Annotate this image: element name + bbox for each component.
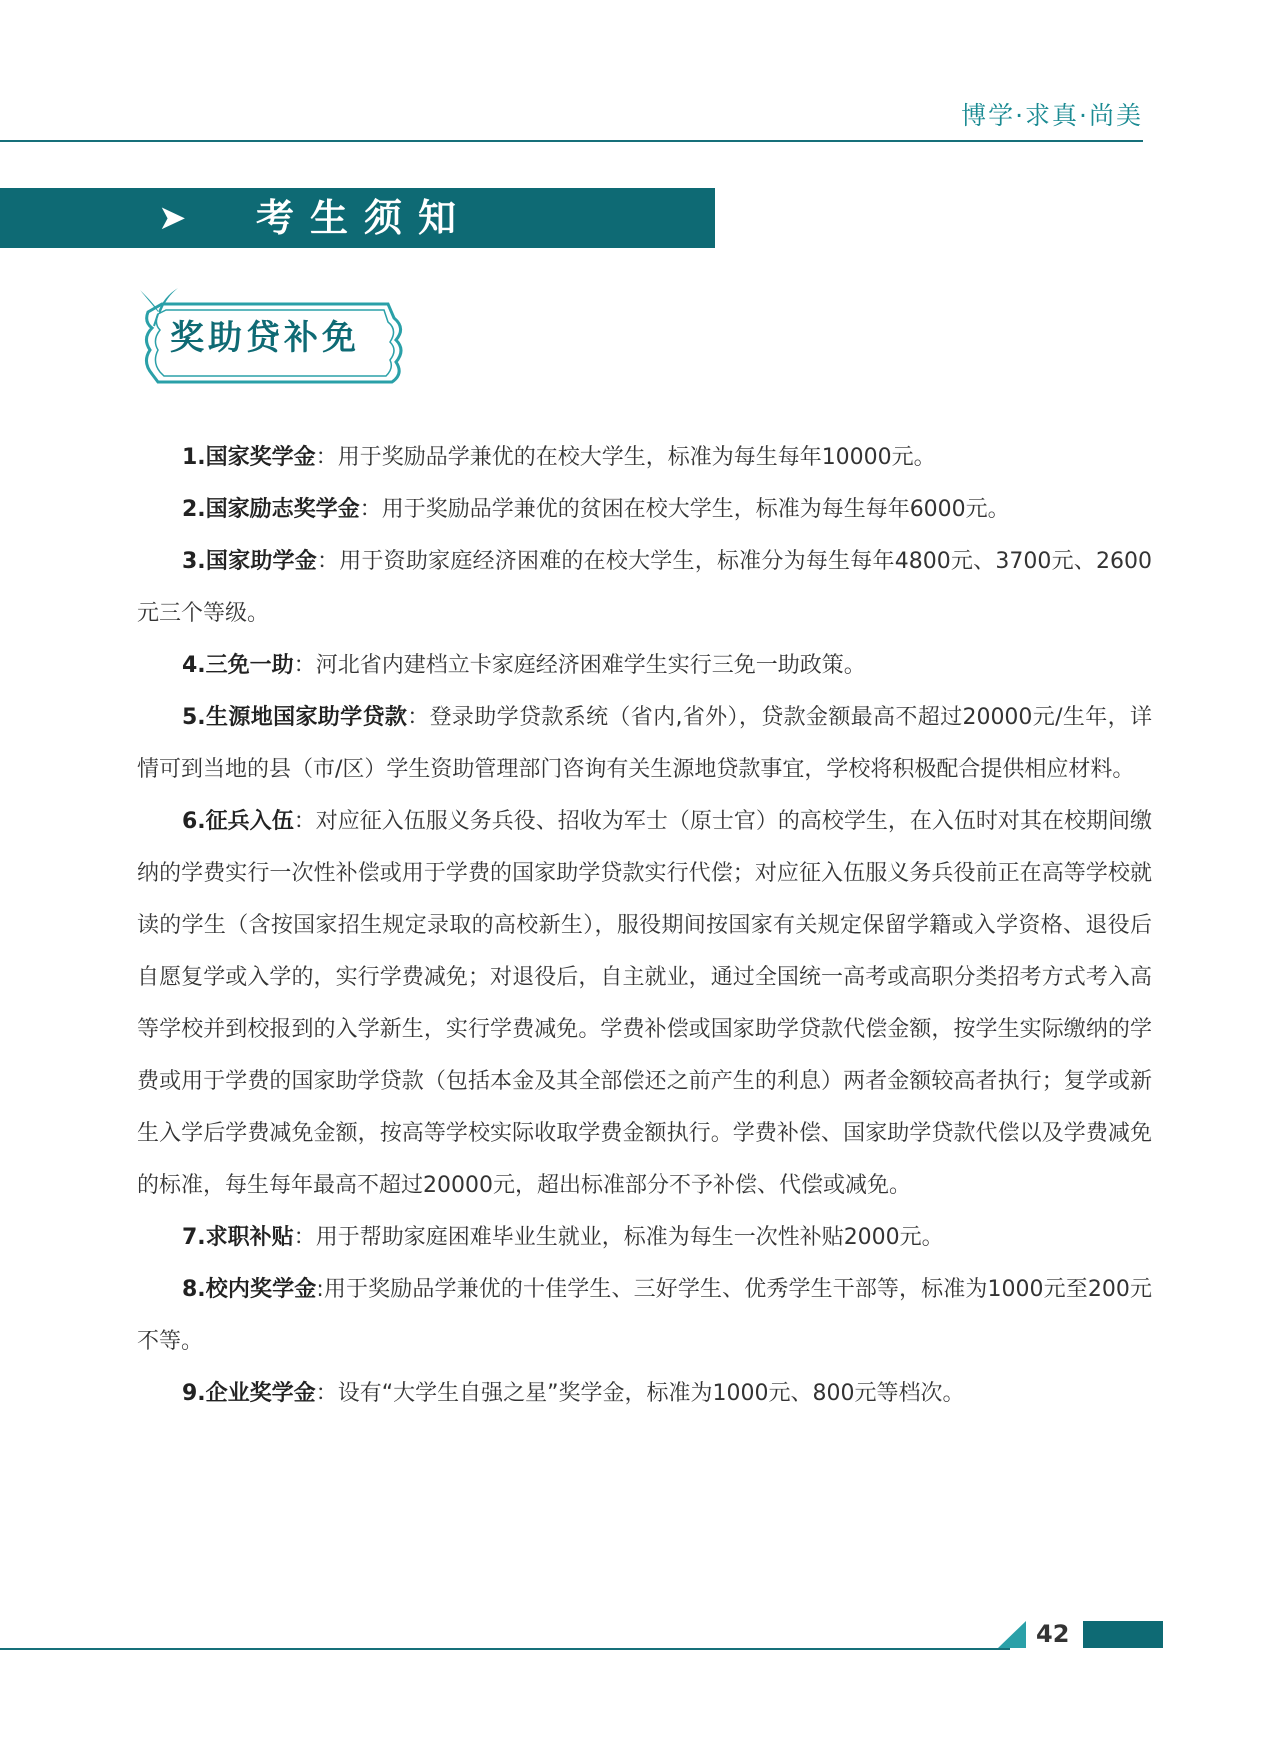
item-separator: ： <box>316 549 340 574</box>
page-number: 42 <box>1036 1620 1070 1648</box>
header-motto: 博学·求真·尚美 <box>961 101 1143 130</box>
item-text: 用于资助家庭经济困难的在校大学生，标准分为每生每年4800元、3700元、2600元三个等级。 <box>137 549 1152 626</box>
item-label: 7.求职补贴 <box>182 1225 294 1250</box>
item-label: 2.国家励志奖学金 <box>182 497 360 522</box>
list-item <box>137 640 1152 692</box>
item-label: 9.企业奖学金 <box>182 1381 316 1406</box>
item-separator: : <box>316 1277 324 1302</box>
item-separator: ： <box>407 705 430 730</box>
list-item <box>137 484 1152 536</box>
list-item <box>137 1212 1152 1264</box>
policy-list <box>137 432 1152 1420</box>
item-text: 对应征入伍服义务兵役、招收为军士（原士官）的高校学生，在入伍时对其在校期间缴纳的学费实行一次性补偿或用于学费的国家助学贷款实行代偿；对应征入伍服义务兵役前正在高等学校就读的学生（含按国家招生规定录取的高校新生），服役期间按国家有关规定保留学籍或入学资格、退役后自愿复学或入学的，实行学费减免；对退役后，自主就业，通过全国统一高考或高职分类招考方式考入高等学校并到校报到的入学新生，实行学费减免。学费补偿或国家助学贷款代偿金额，按学生实际缴纳的学费或用于学费的国家助学贷款（包括本金及其全部偿还之前产生的利息）两者金额较高者执行；复学或新生入学后学费减免金额，按高等学校实际收取学费金额执行。学费补偿、国家助学贷款代偿以及学费减免的标准，每生每年最高不超过20000元，超出标准部分不予补偿、代偿或减免。 <box>137 809 1152 1198</box>
arrow-icon: ➤ <box>158 198 187 238</box>
list-item <box>137 432 1152 484</box>
subsection-badge <box>128 282 412 390</box>
badge-title: 奖助贷补免 <box>170 318 360 358</box>
list-item <box>137 1368 1152 1420</box>
header-divider <box>0 140 1143 142</box>
item-label: 3.国家助学金 <box>182 549 317 574</box>
list-item <box>137 796 1152 1212</box>
item-text: 用于奖励品学兼优的贫困在校大学生，标准为每生每年6000元。 <box>381 497 1010 522</box>
item-label: 6.征兵入伍 <box>182 809 294 834</box>
item-text: 用于奖励品学兼优的十佳学生、三好学生、优秀学生干部等，标准为1000元至200元不等。 <box>137 1277 1152 1354</box>
list-item <box>137 692 1152 796</box>
list-item <box>137 1264 1152 1368</box>
item-text: 用于帮助家庭困难毕业生就业，标准为每生一次性补贴2000元。 <box>315 1225 944 1250</box>
item-label: 1.国家奖学金 <box>182 445 316 470</box>
item-text: 河北省内建档立卡家庭经济困难学生实行三免一助政策。 <box>315 653 866 678</box>
item-separator: ： <box>293 1225 316 1250</box>
item-separator: ： <box>315 1381 338 1406</box>
footer-divider <box>0 1648 1010 1650</box>
item-text: 设有“大学生自强之星”奖学金，标准为1000元、800元等档次。 <box>337 1381 965 1406</box>
item-separator: ： <box>293 653 316 678</box>
item-separator: ： <box>359 497 382 522</box>
section-title: 考生须知 <box>256 196 473 240</box>
item-separator: ： <box>315 445 338 470</box>
item-label: 4.三免一助 <box>182 653 294 678</box>
item-label: 8.校内奖学金 <box>182 1277 317 1302</box>
item-text: 登录助学贷款系统（省内,省外），贷款金额最高不超过20000元/生年，详情可到当地的县（市/区）学生资助管理部门咨询有关生源地贷款事宜，学校将积极配合提供相应材料。 <box>137 705 1152 782</box>
footer-triangle-icon <box>998 1621 1026 1648</box>
section-title-bar <box>0 188 715 248</box>
footer-block <box>1083 1621 1163 1648</box>
item-label: 5.生源地国家助学贷款 <box>182 705 408 730</box>
item-separator: ： <box>293 809 316 834</box>
item-text: 用于奖励品学兼优的在校大学生，标准为每生每年10000元。 <box>337 445 936 470</box>
list-item <box>137 536 1152 640</box>
